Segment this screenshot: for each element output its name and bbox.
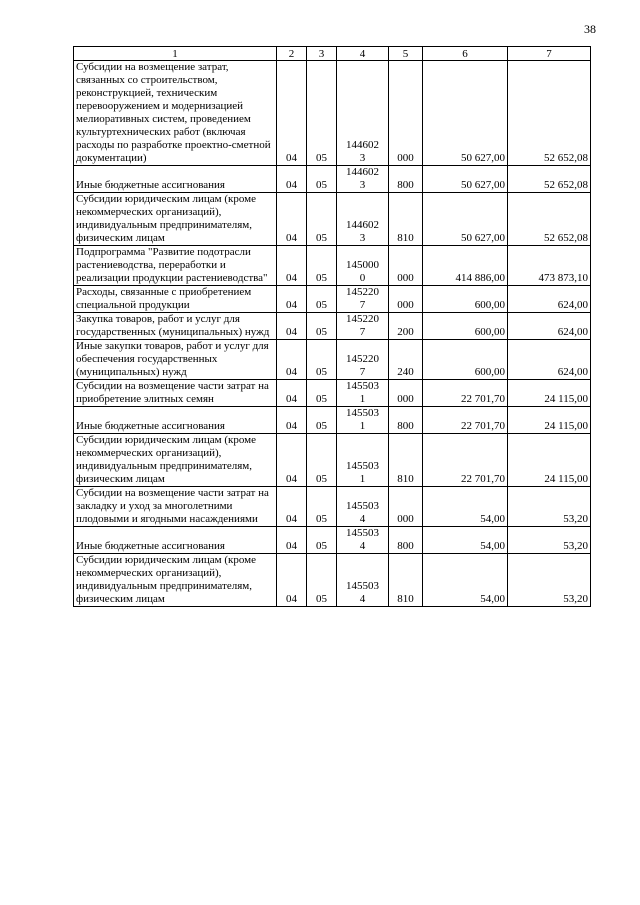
row-section-cell: 04: [277, 487, 307, 527]
row-subsection-cell: 05: [307, 527, 337, 554]
row-sum2-cell: 24 115,00: [508, 380, 591, 407]
row-name-cell: Субсидии на возмещение части затрат на приобретение элитных семян: [74, 380, 277, 407]
row-section-cell: 04: [277, 380, 307, 407]
row-sum1-cell: 50 627,00: [423, 193, 508, 246]
budget-table: [73, 46, 591, 607]
row-sum1-cell: 54,00: [423, 527, 508, 554]
row-sum1-cell: 414 886,00: [423, 246, 508, 286]
row-subsection-cell: 05: [307, 61, 337, 166]
row-sum1-cell: 600,00: [423, 313, 508, 340]
table-row: [74, 340, 591, 380]
table-row: [74, 434, 591, 487]
table-row: [74, 487, 591, 527]
row-type-cell: 800: [389, 407, 423, 434]
row-name-cell: Субсидии на возмещение части затрат на закладку и уход за многолетними плодовыми и ягодными насаждениями: [74, 487, 277, 527]
page-number: 38: [584, 22, 596, 36]
header-cell-5: 5: [389, 47, 423, 61]
row-type-cell: 810: [389, 554, 423, 607]
row-section-cell: 04: [277, 527, 307, 554]
row-type-cell: 000: [389, 487, 423, 527]
header-cell-6: 6: [423, 47, 508, 61]
row-section-cell: 04: [277, 434, 307, 487]
row-name-cell: Субсидии юридическим лицам (кроме некоммерческих организаций), индивидуальным предпринимателям, физическим лицам: [74, 434, 277, 487]
table-row: [74, 527, 591, 554]
table-row: [74, 193, 591, 246]
row-subsection-cell: 05: [307, 193, 337, 246]
row-name-cell: Иные бюджетные ассигнования: [74, 527, 277, 554]
row-name-cell: Субсидии юридическим лицам (кроме некоммерческих организаций), индивидуальным предпринимателям, физическим лицам: [74, 554, 277, 607]
row-section-cell: 04: [277, 407, 307, 434]
row-section-cell: 04: [277, 340, 307, 380]
row-target-cell: 145503 1: [337, 434, 389, 487]
row-name-cell: Закупка товаров, работ и услуг для государственных (муниципальных) нужд: [74, 313, 277, 340]
row-sum1-cell: 50 627,00: [423, 166, 508, 193]
row-target-cell: 144602 3: [337, 61, 389, 166]
row-sum1-cell: 600,00: [423, 286, 508, 313]
row-sum2-cell: 52 652,08: [508, 61, 591, 166]
row-name-cell: Иные бюджетные ассигнования: [74, 407, 277, 434]
row-section-cell: 04: [277, 166, 307, 193]
row-target-cell: 145220 7: [337, 286, 389, 313]
table-row: [74, 554, 591, 607]
header-cell-1: 1: [74, 47, 277, 61]
row-type-cell: 200: [389, 313, 423, 340]
row-sum1-cell: 50 627,00: [423, 61, 508, 166]
row-subsection-cell: 05: [307, 380, 337, 407]
row-sum2-cell: 53,20: [508, 554, 591, 607]
row-subsection-cell: 05: [307, 286, 337, 313]
row-section-cell: 04: [277, 554, 307, 607]
header-cell-7: 7: [508, 47, 591, 61]
row-name-cell: Субсидии юридическим лицам (кроме некоммерческих организаций), индивидуальным предпринимателям, физическим лицам: [74, 193, 277, 246]
row-type-cell: 000: [389, 61, 423, 166]
row-name-cell: Субсидии на возмещение затрат, связанных со строительством, реконструкцией, техническим перевооружением и модернизацией мелиоративных систем, проведением культуртехнических работ (включая расходы по разработке проектно-сметной документации): [74, 61, 277, 166]
row-type-cell: 810: [389, 434, 423, 487]
table-row: [74, 407, 591, 434]
row-name-cell: Расходы, связанные с приобретением специальной продукции: [74, 286, 277, 313]
table-row: [74, 246, 591, 286]
row-target-cell: 145503 1: [337, 380, 389, 407]
row-subsection-cell: 05: [307, 407, 337, 434]
table-row: [74, 313, 591, 340]
row-name-cell: Иные закупки товаров, работ и услуг для обеспечения государственных (муниципальных) нужд: [74, 340, 277, 380]
table-row: [74, 166, 591, 193]
row-sum2-cell: 24 115,00: [508, 407, 591, 434]
row-section-cell: 04: [277, 61, 307, 166]
row-target-cell: 144602 3: [337, 193, 389, 246]
row-subsection-cell: 05: [307, 166, 337, 193]
header-cell-2: 2: [277, 47, 307, 61]
row-sum2-cell: 624,00: [508, 313, 591, 340]
row-type-cell: 000: [389, 246, 423, 286]
row-type-cell: 000: [389, 380, 423, 407]
row-type-cell: 000: [389, 286, 423, 313]
row-sum2-cell: 473 873,10: [508, 246, 591, 286]
row-subsection-cell: 05: [307, 246, 337, 286]
row-sum2-cell: 53,20: [508, 527, 591, 554]
row-sum1-cell: 22 701,70: [423, 407, 508, 434]
row-type-cell: 810: [389, 193, 423, 246]
row-target-cell: 145503 4: [337, 554, 389, 607]
row-section-cell: 04: [277, 193, 307, 246]
row-target-cell: 145000 0: [337, 246, 389, 286]
table-header-row: [74, 47, 591, 61]
row-section-cell: 04: [277, 246, 307, 286]
row-type-cell: 800: [389, 527, 423, 554]
row-sum2-cell: 624,00: [508, 340, 591, 380]
row-target-cell: 145503 4: [337, 487, 389, 527]
row-sum2-cell: 624,00: [508, 286, 591, 313]
row-type-cell: 240: [389, 340, 423, 380]
row-subsection-cell: 05: [307, 434, 337, 487]
row-target-cell: 145220 7: [337, 313, 389, 340]
row-subsection-cell: 05: [307, 554, 337, 607]
row-target-cell: 145503 4: [337, 527, 389, 554]
header-cell-3: 3: [307, 47, 337, 61]
row-target-cell: 144602 3: [337, 166, 389, 193]
row-sum1-cell: 22 701,70: [423, 380, 508, 407]
table-row: [74, 61, 591, 166]
row-sum1-cell: 54,00: [423, 554, 508, 607]
row-sum2-cell: 52 652,08: [508, 193, 591, 246]
row-sum2-cell: 52 652,08: [508, 166, 591, 193]
row-section-cell: 04: [277, 313, 307, 340]
table-body: [74, 47, 591, 607]
row-sum1-cell: 600,00: [423, 340, 508, 380]
row-sum2-cell: 53,20: [508, 487, 591, 527]
row-subsection-cell: 05: [307, 487, 337, 527]
table-row: [74, 380, 591, 407]
table-row: [74, 286, 591, 313]
header-cell-4: 4: [337, 47, 389, 61]
row-section-cell: 04: [277, 286, 307, 313]
row-subsection-cell: 05: [307, 340, 337, 380]
row-sum1-cell: 54,00: [423, 487, 508, 527]
row-name-cell: Подпрограмма "Развитие подотрасли растениеводства, переработки и реализации продукции растениеводства": [74, 246, 277, 286]
row-sum1-cell: 22 701,70: [423, 434, 508, 487]
row-target-cell: 145220 7: [337, 340, 389, 380]
row-name-cell: Иные бюджетные ассигнования: [74, 166, 277, 193]
row-subsection-cell: 05: [307, 313, 337, 340]
row-target-cell: 145503 1: [337, 407, 389, 434]
row-sum2-cell: 24 115,00: [508, 434, 591, 487]
row-type-cell: 800: [389, 166, 423, 193]
